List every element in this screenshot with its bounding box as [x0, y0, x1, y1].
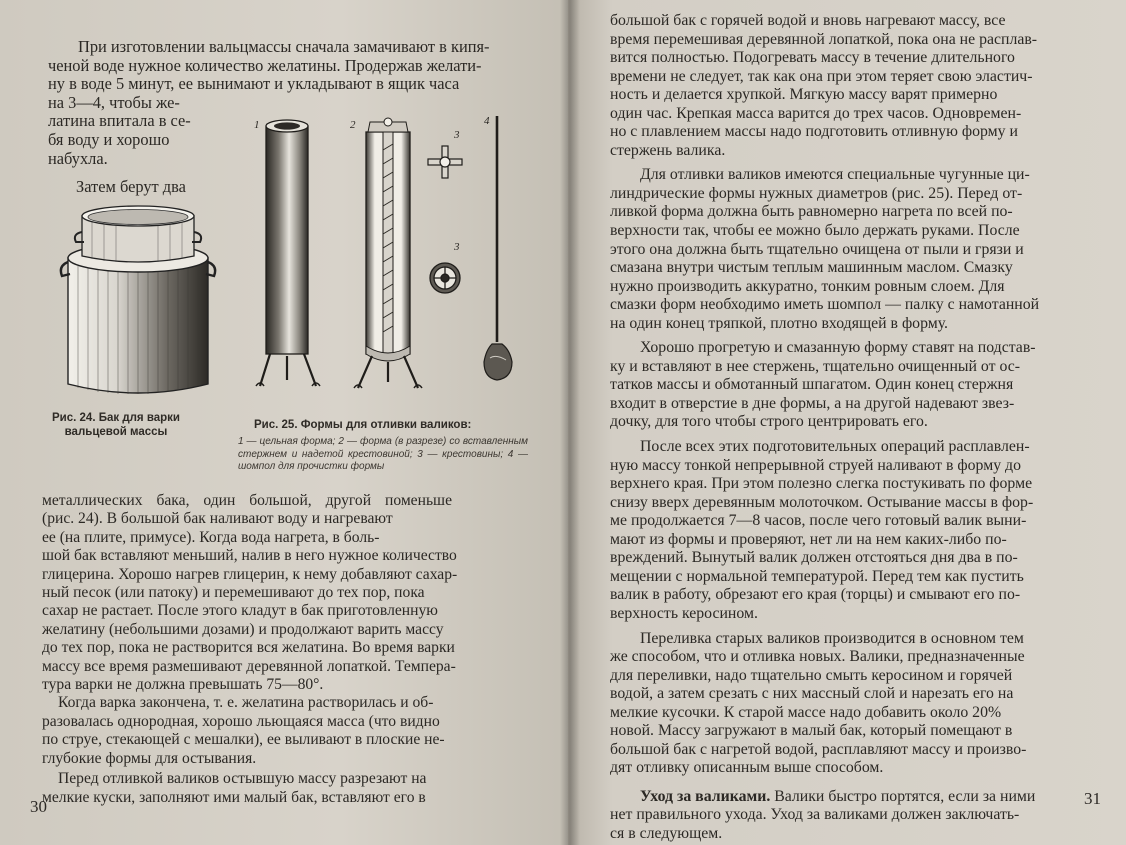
text-line: (рис. 24). В большой бак наливают воду и нагревают: [42, 510, 393, 528]
text-line: стержень валика.: [610, 141, 726, 159]
page-number-left: 30: [30, 797, 47, 816]
text-line: на один конец тряпкой, плотно входящей в форму.: [610, 314, 949, 332]
text-line: ся в следующем.: [610, 824, 723, 842]
text-line: смазки форм необходимо иметь шомпол — палку с намотанной: [610, 296, 1040, 314]
text-line: разовалась однородная, хорошо льющаяся масса (что видно: [42, 712, 440, 730]
text-line: на 3—4, чтобы же-: [48, 92, 180, 112]
text-line: верхнего края. При этом полезно слегка постукивать по форме: [610, 475, 1033, 493]
text-line: массу все время размешивают деревянной лопаткой. Темпера-: [42, 657, 456, 675]
text-line: сахар не растает. После этого кладут в бак приготовленную: [42, 602, 438, 620]
text-line: верхность керосином.: [610, 604, 758, 622]
text-line: бя воду и хорошо: [48, 129, 170, 149]
text-line: При изготовлении вальцмассы сначала замачивают в кипя-: [78, 37, 490, 56]
text-line: Хорошо прогретую и смазанную форму ставят на подстав-: [640, 339, 1036, 357]
right-page: [568, 0, 1126, 845]
text-line: дят отливку описанным выше способом.: [610, 759, 884, 777]
text-line: ме продолжается 7—8 часов, после чего готовый валик выни-: [610, 512, 1027, 530]
text-line: снизу вверх деревянным молоточком. Остывание массы в фор-: [610, 493, 1034, 511]
right-text-block: [610, 12, 1102, 844]
text-line: водой, а затем срезать с них массный слой и нарезать его на: [610, 685, 1014, 703]
text-line: новой. Массу загружают в малый бак, который помещают в: [610, 722, 1013, 740]
text-line: нужно производить аккуратно, тонким ровным слоем. Для: [610, 277, 1005, 295]
text-line: желатину (небольшими дозами) и продолжают варить массу: [42, 620, 444, 638]
text-line: мелкие кусочки. К старой массе надо добавить около 20%: [610, 703, 1002, 721]
text-line: ку и вставляют в нее стержень, тщательно очищенный от ос-: [610, 357, 1021, 375]
text-line: ну в воде 5 минут, ее вынимают и укладывают в ящик часа: [48, 74, 460, 94]
text-line: же способом, что и отливка новых. Валики, предназначенные: [610, 648, 1025, 666]
text-line: ную массу тонкой непрерывной струей наливают в форму до: [610, 456, 1021, 474]
text-line: ность и делается хрупкой. Мягкую массу варят примерно: [610, 86, 998, 104]
text-line: для переливки, надо тщательно смыть керосином и горячей: [610, 666, 1013, 684]
text-line: Переливка старых валиков производится в основном тем: [640, 629, 1024, 647]
care-heading: Уход за валиками.: [640, 787, 771, 805]
text-line: шой бак вставляют меньший, налив в него нужное количество: [42, 547, 457, 565]
text-line: ный песок (или патоку) и перемешивают до тех пор, пока: [42, 584, 425, 602]
text-line: Валики быстро портятся, если за ними: [770, 787, 1036, 805]
figure-label-1: 1: [254, 119, 260, 131]
text-line: набухла.: [48, 148, 108, 168]
text-line: верхности так, чтобы ее можно было держать руками. После: [610, 222, 1020, 240]
text-line: вреждений. Вынутый валик должен отстояться дня два в по-: [610, 549, 1018, 567]
text-line: один час. Крепкая масса варится до трех часов. Одновремен-: [610, 104, 1022, 122]
text-line: по струе, стекающей с мешалки), ее выливают в плоские не-: [42, 731, 445, 749]
text-line: линдрические формы нужных диаметров (рис. 25). Перед от-: [610, 184, 1023, 202]
text-line: большой бак с нагретой водой, расплавляют массу и произво-: [610, 740, 1027, 758]
text-line: латина впитала в се-: [48, 111, 191, 131]
text-line: металлических бака, один большой, другой поменьше: [42, 492, 452, 509]
main-text-block: [42, 492, 519, 807]
figure-label-3a: 3: [454, 129, 460, 141]
text-line: Перед отливкой валиков остывшую массу разрезают на: [58, 770, 427, 788]
figure-label-4: 4: [484, 115, 490, 127]
text-line: но с плавлением массы надо подготовить отливную форму и: [610, 123, 1018, 141]
text-line: мелкие куски, заполняют ими малый бак, вставляют его в: [42, 788, 426, 806]
text-line: вится полностью. Подогревать массу в течение длительного: [610, 49, 1015, 67]
text-line: Затем берут два: [76, 177, 186, 197]
text-line: Для отливки валиков имеются специальные чугунные ци-: [640, 166, 1030, 184]
text-line: Когда варка закончена, т. е. желатина растворилась и об-: [58, 694, 434, 712]
text-line: входит в отверстие в дне формы, а на другой надевают звез-: [610, 394, 1015, 412]
figure-label-3b: 3: [454, 241, 460, 253]
text-line: ее (на плите, примусе). Когда вода нагрета, в боль-: [42, 528, 380, 546]
text-line: мещении с нормальной температурой. Перед тем как пустить: [610, 567, 1024, 585]
text-line: большой бак с горячей водой и вновь нагревают массу, все: [610, 12, 1006, 29]
text-line: времени не следует, так как она при этом теряет свою эластич-: [610, 67, 1033, 85]
figure-24-caption: Рис. 24. Бак для варки вальцевой массы: [52, 412, 180, 438]
text-line: до тех пор, пока не растворится вся желатина. Во время варки: [42, 639, 455, 657]
figure-25-caption-title: Рис. 25. Формы для отливки валиков:: [254, 419, 472, 431]
text-line: тура варки не должна превышать 75—80°.: [42, 676, 324, 694]
text-line: ченой воде нужное количество желатины. Продержав желати-: [48, 55, 482, 75]
text-line: время перемешивая деревянной лопаткой, пока она не расплав-: [610, 30, 1038, 48]
text-line: ливкой форма должна быть равномерно нагрета по всей по-: [610, 203, 1013, 221]
text-line: этого она должна быть тщательно очищена от пыли и грязи и: [610, 240, 1024, 258]
figure-25-forms-illustration: [240, 110, 530, 400]
text-line: татков массы и обмотанный шпагатом. Один конец стержня: [610, 376, 1014, 394]
text-line: дочку, для того чтобы строго центрировать его.: [610, 413, 928, 431]
care-paragraph: [610, 788, 1102, 807]
text-line: мают из формы и проверяют, нет ли на нем каких-либо по-: [610, 530, 1007, 548]
figure-25-caption-legend: 1 — цельная форма; 2 — форма (в разрезе) со вставленным стержнем и надетой крестовиной; 3 — крестовины; 4 — шомпол для прочистки формы: [238, 436, 528, 472]
text-line: нет правильного ухода. Уход за валиками должен заключать-: [610, 806, 1020, 824]
book-gutter-shadow: [560, 0, 580, 845]
page-number-right: 31: [1084, 789, 1101, 808]
text-line: смазана внутри чистым теплым машинным маслом. Смазку: [610, 259, 1013, 277]
text-line: валик в работу, обрезают его края (торцы) и смывают его по-: [610, 586, 1021, 604]
text-line: После всех этих подготовительных операций расплавлен-: [640, 438, 1030, 456]
text-line: глицерина. Хорошо нагрев глицерин, к нему добавляют сахар-: [42, 565, 458, 583]
figure-label-2: 2: [350, 119, 356, 131]
text-line: глубокие формы для остывания.: [42, 749, 257, 767]
figure-24-tank-illustration: [58, 196, 218, 401]
